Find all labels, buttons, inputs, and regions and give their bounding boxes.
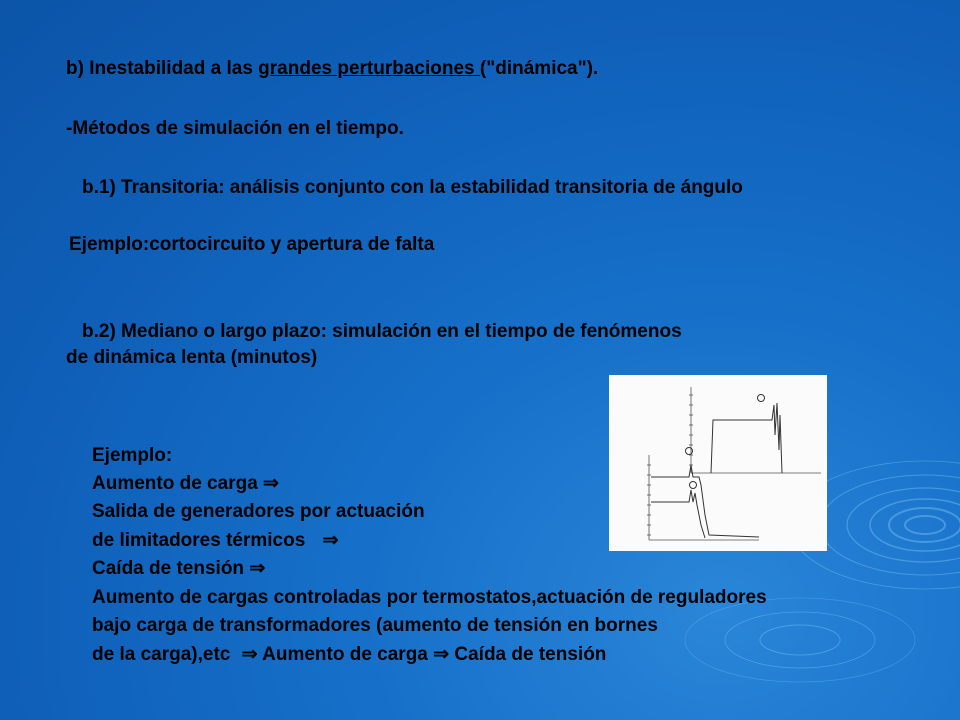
b2-line-1: b.2) Mediano o largo plazo: simulación en el tiempo de fenómenos <box>82 321 682 342</box>
example-line-7-load: Aumento de carga <box>257 644 434 665</box>
example-line-7-voltage: Caída de tensión <box>449 644 607 665</box>
example-line-2: Salida de generadores por actuación <box>92 501 425 522</box>
example-line-7-text: de la carga),etc <box>92 644 236 665</box>
b1-line: b.1) Transitoria: análisis conjunto con la estabilidad transitoria de ángulo <box>82 177 743 198</box>
implies-arrow-icon: ⇒ <box>433 644 450 665</box>
voltage-collapse-plot-image <box>609 375 827 551</box>
implies-arrow-icon: ⇒ <box>249 558 266 579</box>
heading-suffix: ("dinámica"). <box>479 58 599 79</box>
example-title: Ejemplo: <box>92 445 173 466</box>
example-line-1 <box>92 472 279 496</box>
example-line-1-text: Aumento de carga <box>92 473 264 494</box>
example-line-5: Aumento de cargas controladas por termostatos,actuación de reguladores <box>92 587 767 608</box>
b2-line-2: de dinámica lenta (minutos) <box>66 347 318 368</box>
b1-example: Ejemplo:cortocircuito y apertura de falta <box>69 234 435 255</box>
implies-arrow-icon: ⇒ <box>241 644 258 665</box>
heading-instability <box>66 57 598 81</box>
methods-line: -Métodos de simulación en el tiempo. <box>66 118 404 139</box>
upper-plot <box>689 387 821 473</box>
heading-underlined-term: grandes perturbaciones <box>258 58 480 79</box>
heading-text: b) Inestabilidad a las <box>66 58 259 79</box>
example-line-4 <box>92 557 265 581</box>
example-line-6: bajo carga de transformadores (aumento de tensión en bornes <box>92 615 658 636</box>
lower-plot <box>647 448 759 541</box>
implies-arrow-icon: ⇒ <box>322 530 339 551</box>
example-line-4-text: Caída de tensión <box>92 558 250 579</box>
implies-arrow-icon: ⇒ <box>263 473 279 494</box>
example-line-7 <box>92 643 606 667</box>
example-line-3 <box>92 529 339 553</box>
example-line-3-text: de limitadores térmicos <box>92 530 311 551</box>
